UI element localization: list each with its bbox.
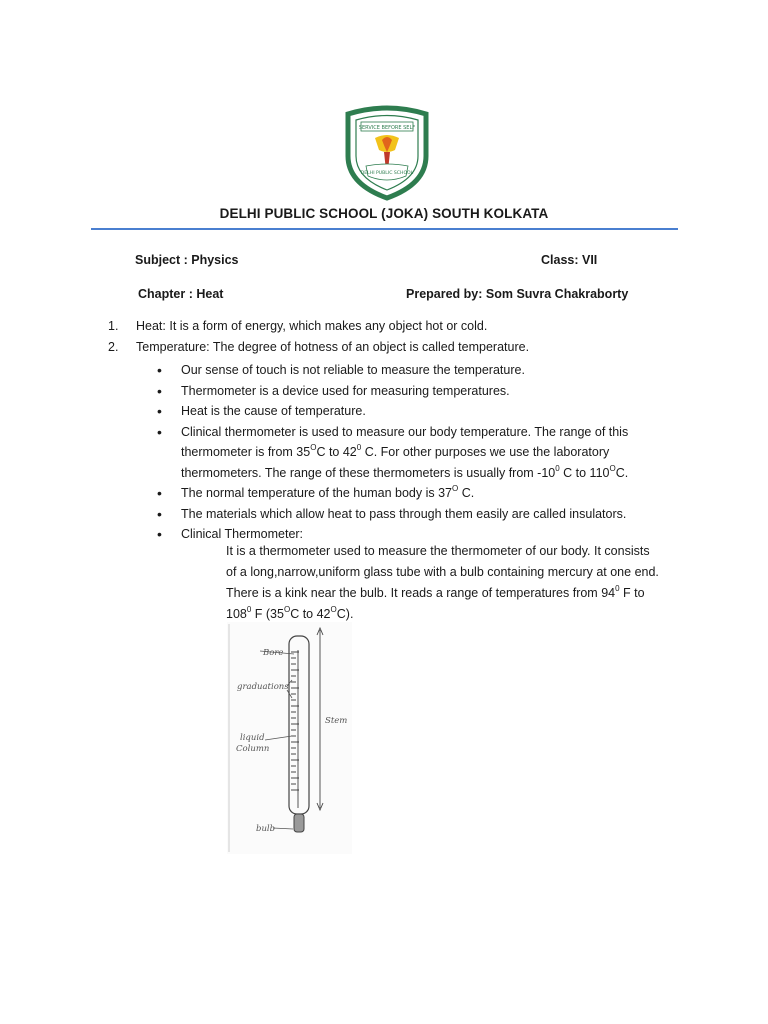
bullet-icon: • [157,403,162,419]
list-item [108,340,668,361]
chapter-label: Chapter : Heat [138,287,224,301]
bullet-item [157,504,677,525]
bullet-item [157,381,677,402]
bullet-icon: • [157,382,162,399]
bullet-icon: • [157,423,162,440]
class-label: Class: VII [541,253,598,267]
bullet-list [157,360,677,545]
bullet-icon: • [157,505,162,522]
bullet-text: Thermometer is a device used for measuring temperatures. [181,383,510,398]
bullet-item [157,401,677,422]
bullet-text: Clinical Thermometer: [181,527,304,541]
liquid-label: liquid [240,733,265,743]
list-number: 2. [108,339,119,354]
bullet-text: Clinical thermometer is used to measure our body temperature. The range of this thermometer is from $35^OC$ to $42^0$ C. For other purposes we use the laboratory thermometers. The range of these thermometers is usually from $-10^0$ C to $110^OC$. [181,424,629,480]
bullet-item [157,422,677,484]
bullet-text: Heat is the cause of temperature. [181,404,366,418]
graduations-label: graduations [237,682,289,692]
list-text: Heat: It is a form of energy, which makes any object hot or cold. [136,319,488,333]
bulb-label: bulb [256,824,276,834]
bullet-icon: • [157,526,162,542]
bullet-icon: • [157,362,162,378]
bullet-icon: • [157,485,162,501]
bullet-item [157,483,677,504]
bullet-item [157,360,677,381]
bore-label: Bore [263,648,284,658]
bullet-text: Our sense of touch is not reliable to measure the temperature. [181,363,525,377]
list-number: 1. [108,319,119,333]
school-name: DELHI PUBLIC SCHOOL (JOKA) SOUTH KOLKATA [219,206,549,221]
bullet-text: The materials which allow heat to pass through them easily are called insulators. [181,506,627,521]
svg-text:DELHI PUBLIC SCHOOL: DELHI PUBLIC SCHOOL [360,171,414,176]
column-label: Column [236,744,270,754]
prepared-by-label: Prepared by: Som Suvra Chakraborty [406,287,629,301]
subject-label: Subject : Physics [135,253,239,267]
numbered-list [108,319,668,360]
school-logo [342,104,432,202]
clinical-thermometer-paragraph: It is a thermometer used to measure the thermometer of our body. It consists of a long,narrow,uniform glass tube with a bulb containing mercury at one end. There is a kink near the bulb. It reads a range of temperatures from $94^0$ F to $108^0$ F ($35^OC$ to $42^OC$). [226,544,659,621]
stem-label: Stem [325,716,348,726]
header-divider [91,228,678,230]
svg-text:SERVICE BEFORE SELF: SERVICE BEFORE SELF [358,125,416,131]
list-item [108,319,668,340]
thermometer-diagram [227,622,352,854]
bullet-text: The normal temperature of the human body is $37^O$ C. [181,484,475,500]
thermometer-bulb [294,814,304,832]
list-text: Temperature: The degree of hotness of an object is called temperature. [136,339,530,354]
